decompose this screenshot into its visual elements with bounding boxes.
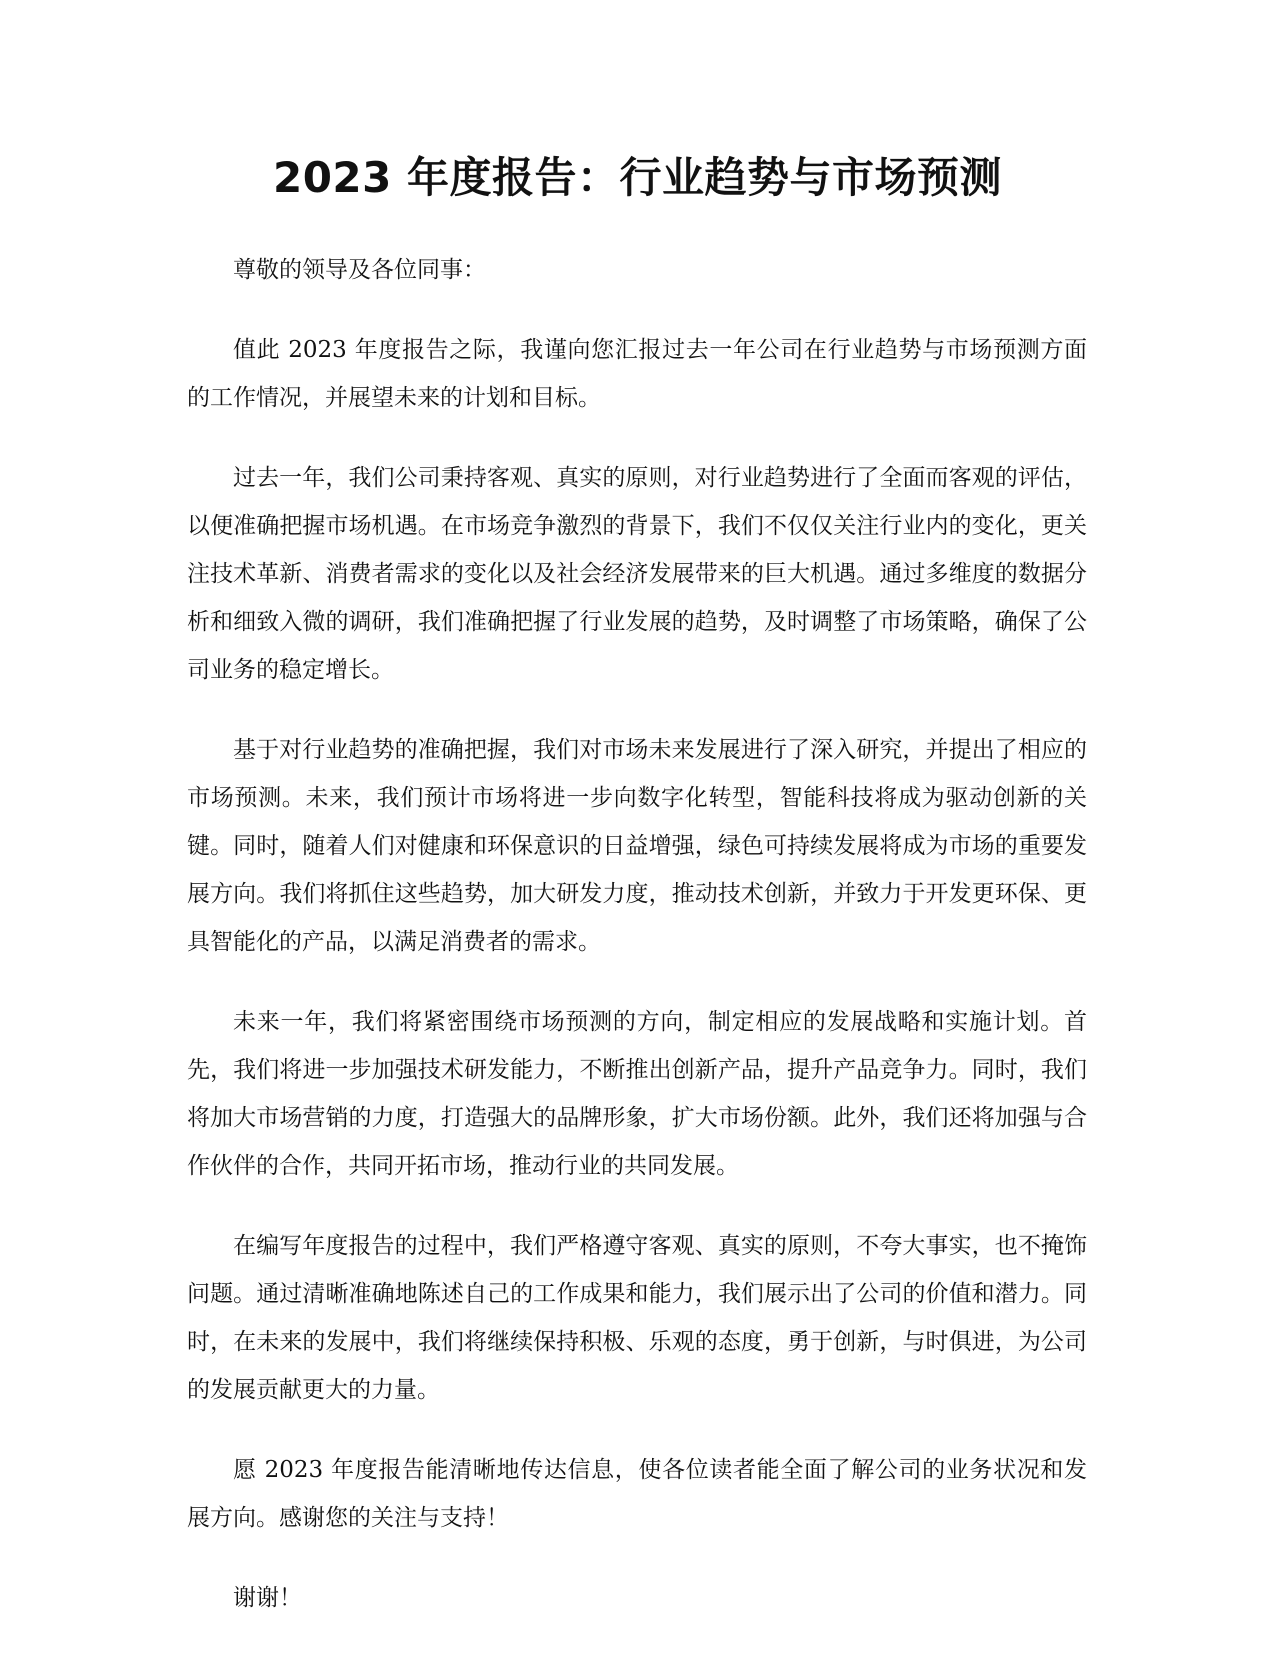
- forecast-paragraph: 基于对行业趋势的准确把握，我们对市场未来发展进行了深入研究，并提出了相应的市场预测。未来，我们预计市场将进一步向数字化转型，智能科技将成为驱动创新的关键。同时，随着人们对健康和环保意识的日益增强，绿色可持续发展将成为市场的重要发展方向。我们将抓住这些趋势，加大研发力度，推动技术创新，并致力于开发更环保、更具智能化的产品，以满足消费者的需求。: [187, 737, 1087, 955]
- salutation-paragraph: 尊敬的领导及各位同事：: [233, 257, 486, 283]
- closing-paragraph: 愿 2023 年度报告能清晰地传达信息，使各位读者能全面了解公司的业务状况和发展方向。感谢您的关注与支持！: [187, 1457, 1087, 1531]
- document-title: 2023 年度报告：行业趋势与市场预测: [272, 153, 1003, 202]
- principle-paragraph: 在编写年度报告的过程中，我们严格遵守客观、真实的原则，不夸大事实，也不掩饰问题。通过清晰准确地陈述自己的工作成果和能力，我们展示出了公司的价值和潜力。同时，在未来的发展中，我们将继续保持积极、乐观的态度，勇于创新，与时俱进，为公司的发展贡献更大的力量。: [187, 1233, 1087, 1403]
- review-paragraph: 过去一年，我们公司秉持客观、真实的原则，对行业趋势进行了全面而客观的评估，以便准确把握市场机遇。在市场竞争激烈的背景下，我们不仅仅关注行业内的变化，更关注技术革新、消费者需求的变化以及社会经济发展带来的巨大机遇。通过多维度的数据分析和细致入微的调研，我们准确把握了行业发展的趋势，及时调整了市场策略，确保了公司业务的稳定增长。: [187, 465, 1087, 683]
- thanks-paragraph: 谢谢！: [233, 1585, 302, 1611]
- document-body: [187, 246, 1087, 1654]
- intro-paragraph: 值此 2023 年度报告之际，我谨向您汇报过去一年公司在行业趋势与市场预测方面的工作情况，并展望未来的计划和目标。: [187, 337, 1087, 411]
- plan-paragraph: 未来一年，我们将紧密围绕市场预测的方向，制定相应的发展战略和实施计划。首先，我们将进一步加强技术研发能力，不断推出创新产品，提升产品竞争力。同时，我们将加大市场营销的力度，打造强大的品牌形象，扩大市场份额。此外，我们还将加强与合作伙伴的合作，共同开拓市场，推动行业的共同发展。: [187, 1009, 1087, 1179]
